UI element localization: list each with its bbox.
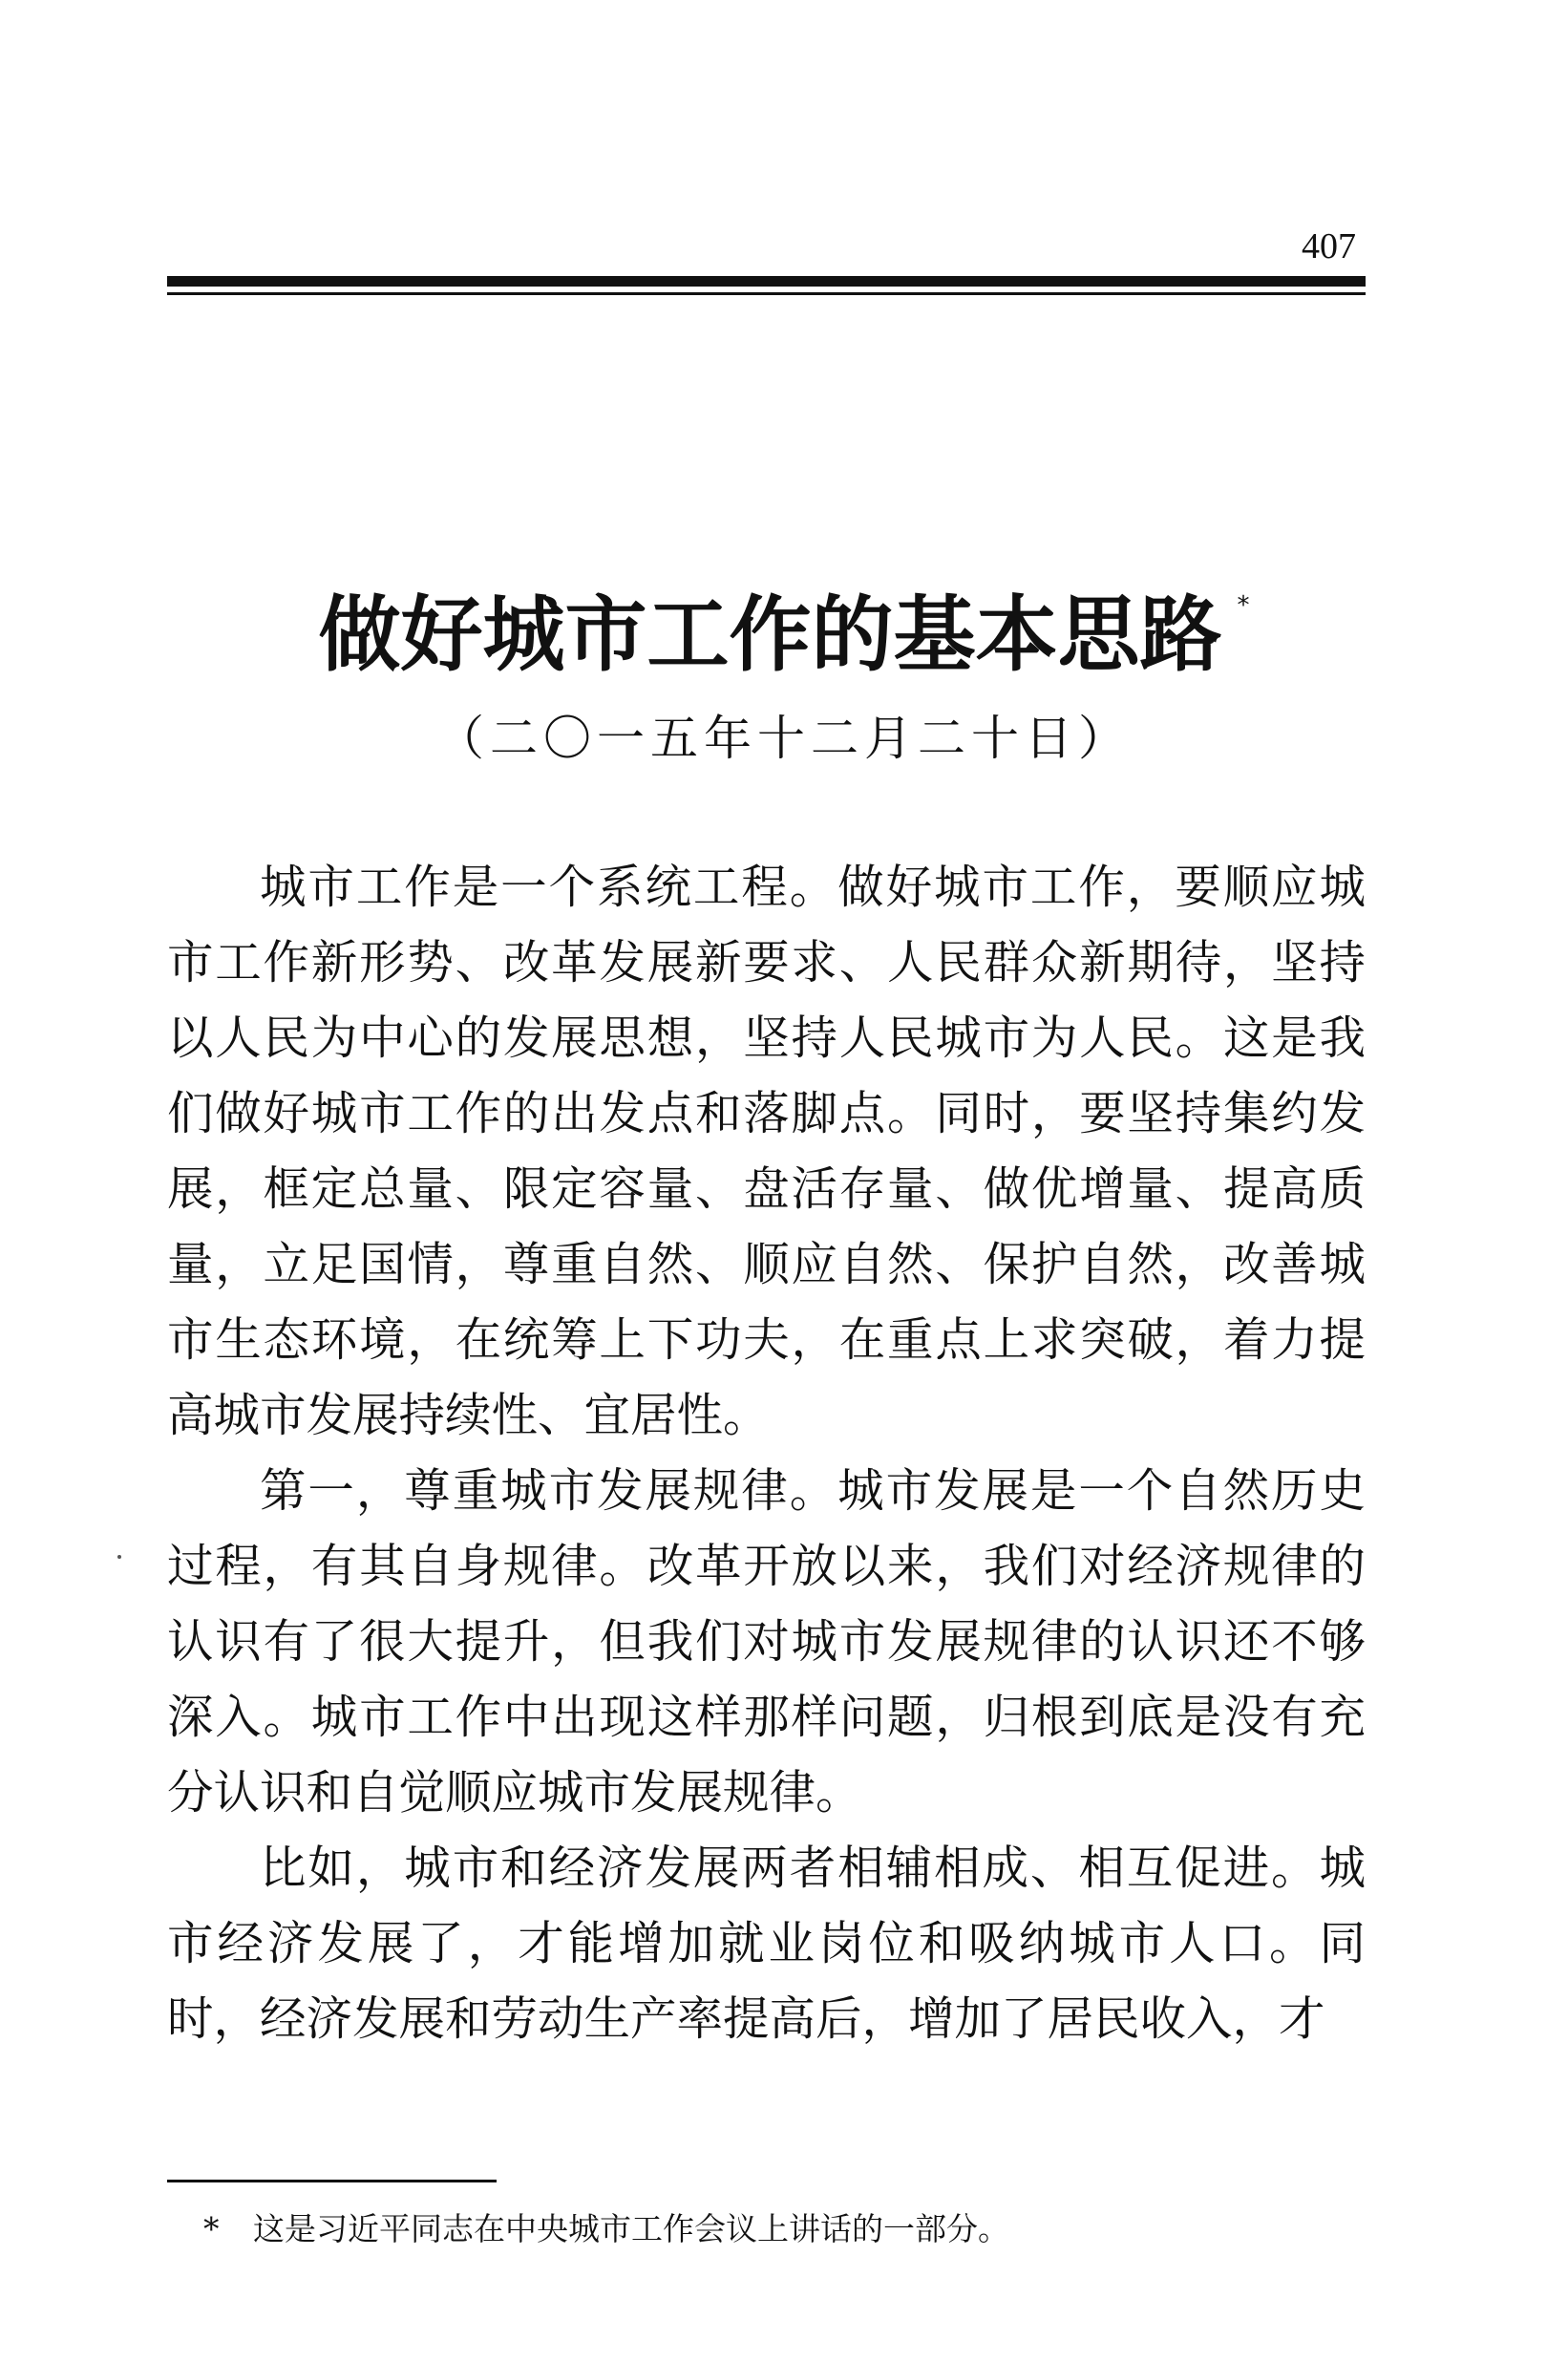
article-body [167,850,1366,2057]
footnote-rule [167,2180,497,2182]
scan-speck [117,1555,121,1559]
article-title: 做好城市工作的基本思路 [318,587,1222,683]
footnote-text: 这是习近平同志在中央城市工作会议上讲话的一部分。 [253,2210,1009,2247]
title-footnote-marker: * [1237,591,1250,620]
header-rule-thin [167,292,1366,295]
paragraph-2: 第一，尊重城市发展规律。城市发展是一个自然历史过程，有其自身规律。改革开放以来，我们对经济规律的认识有了很大提升，但我们对城市发展规律的认识还不够深入。城市工作中出现这样那样问题，归根到底是没有充分认识和自觉顺应城市发展规律。 [167,1464,1366,1820]
article-date: （二〇一五年十二月二十日） [436,711,1132,766]
paragraph-3: 比如，城市和经济发展两者相辅相成、相互促进。城市经济发展了，才能增加就业岗位和吸纳城市人口。同时，经济发展和劳动生产率提高后，增加了居民收入，才 [167,1841,1366,2046]
footnote [203,2206,1359,2252]
header-rule-thick [167,276,1366,287]
footnote-marker: * [203,2210,220,2247]
page-number: 407 [1302,226,1356,266]
paragraph-1: 城市工作是一个系统工程。做好城市工作，要顺应城市工作新形势、改革发展新要求、人民群众新期待，坚持以人民为中心的发展思想，坚持人民城市为人民。这是我们做好城市工作的出发点和落脚点。同时，要坚持集约发展，框定总量、限定容量、盘活存量、做优增量、提高质量，立足国情，尊重自然、顺应自然、保护自然，改善城市生态环境，在统筹上下功夫，在重点上求突破，着力提高城市发展持续性、宜居性。 [167,861,1366,1442]
article-title-block [0,556,1568,685]
